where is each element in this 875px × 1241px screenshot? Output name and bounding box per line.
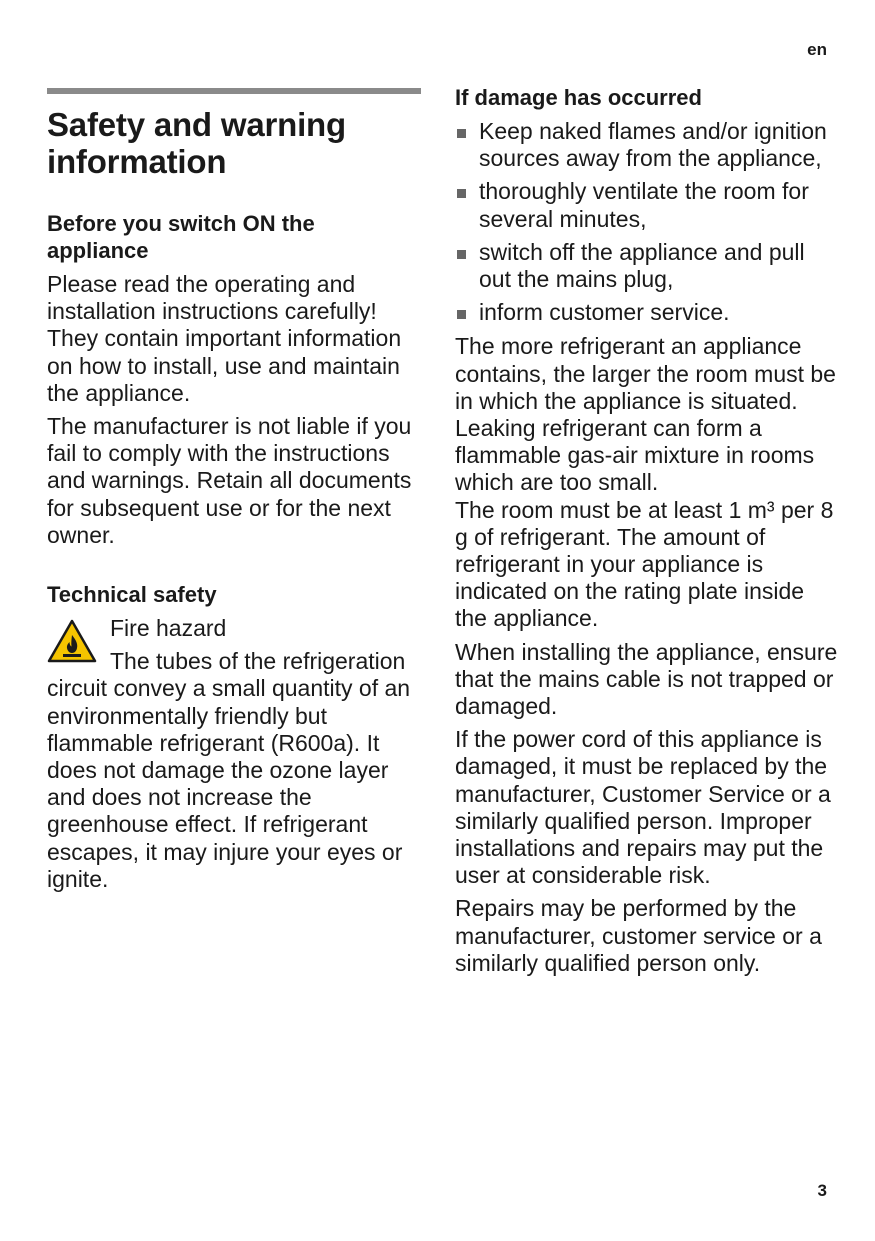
page-number: 3: [817, 1181, 827, 1200]
damage-list: [455, 118, 840, 326]
square-bullet-icon: [457, 189, 466, 198]
before-switch-on-heading: Before you switch ON the appliance: [47, 211, 315, 263]
installation-paragraph: When installing the appliance, ensure that the mains cable is not trapped or damaged.: [455, 638, 838, 720]
page-title: Safety and warning information: [47, 106, 346, 180]
list-item-text: Keep naked flames and/or ignition sources away from the appliance,: [479, 118, 827, 172]
refrigerant-paragraph: [455, 333, 840, 632]
list-item: [455, 239, 840, 293]
language-label: en: [807, 40, 827, 59]
power-cord-paragraph: If the power cord of this appliance is damaged, it must be replaced by the manufacturer, Customer Service or a similarly qualified person. Improper installations and repairs may put the user at considerable risk.: [455, 726, 831, 889]
warning-body: The tubes of the refrigeration circuit convey a small quantity of an environmentally friendly but flammable refrigerant (R600a). It does not damage the ozone layer and does not increase the greenhouse effect. If refrigerant escapes, it may injure your eyes or ignite.: [47, 648, 411, 892]
fire-hazard-warning: [47, 615, 421, 893]
list-item: [455, 178, 840, 232]
right-column: [455, 84, 840, 983]
section-rule: [47, 88, 421, 94]
list-item-text: inform customer service.: [479, 299, 730, 326]
refrigerant-text-2: The room must be at least 1 m³ per 8 g of refrigerant. The amount of refrigerant in your appliance is indicated on the rating plate inside the appliance.: [455, 496, 834, 632]
square-bullet-icon: [457, 250, 466, 259]
spacer: [47, 555, 421, 581]
square-bullet-icon: [457, 129, 466, 138]
before-paragraph-2: The manufacturer is not liable if you fail to comply with the instructions and warnings. Retain all documents for subsequent use or for the next owner.: [47, 413, 412, 548]
flammable-warning-icon: [47, 619, 97, 663]
square-bullet-icon: [457, 310, 466, 319]
before-paragraph-1: Please read the operating and installation instructions carefully! They contain important information on how to install, use and maintain the appliance.: [47, 271, 402, 406]
list-item-text: thoroughly ventilate the room for several minutes,: [479, 178, 809, 232]
repairs-paragraph: Repairs may be performed by the manufacturer, customer service or a similarly qualified person only.: [455, 895, 822, 976]
list-item: [455, 118, 840, 172]
left-column: [47, 88, 421, 893]
refrigerant-text-1: The more refrigerant an appliance contains, the larger the room must be in which the appliance is situated. Leaking refrigerant can form a flammable gas-air mixture in rooms which are too small.: [455, 333, 836, 496]
list-item: [455, 299, 840, 326]
list-item-text: switch off the appliance and pull out the mains plug,: [479, 238, 805, 293]
technical-safety-heading: Technical safety: [47, 582, 217, 608]
damage-heading: If damage has occurred: [455, 85, 702, 110]
warning-title: Fire hazard: [110, 615, 227, 642]
